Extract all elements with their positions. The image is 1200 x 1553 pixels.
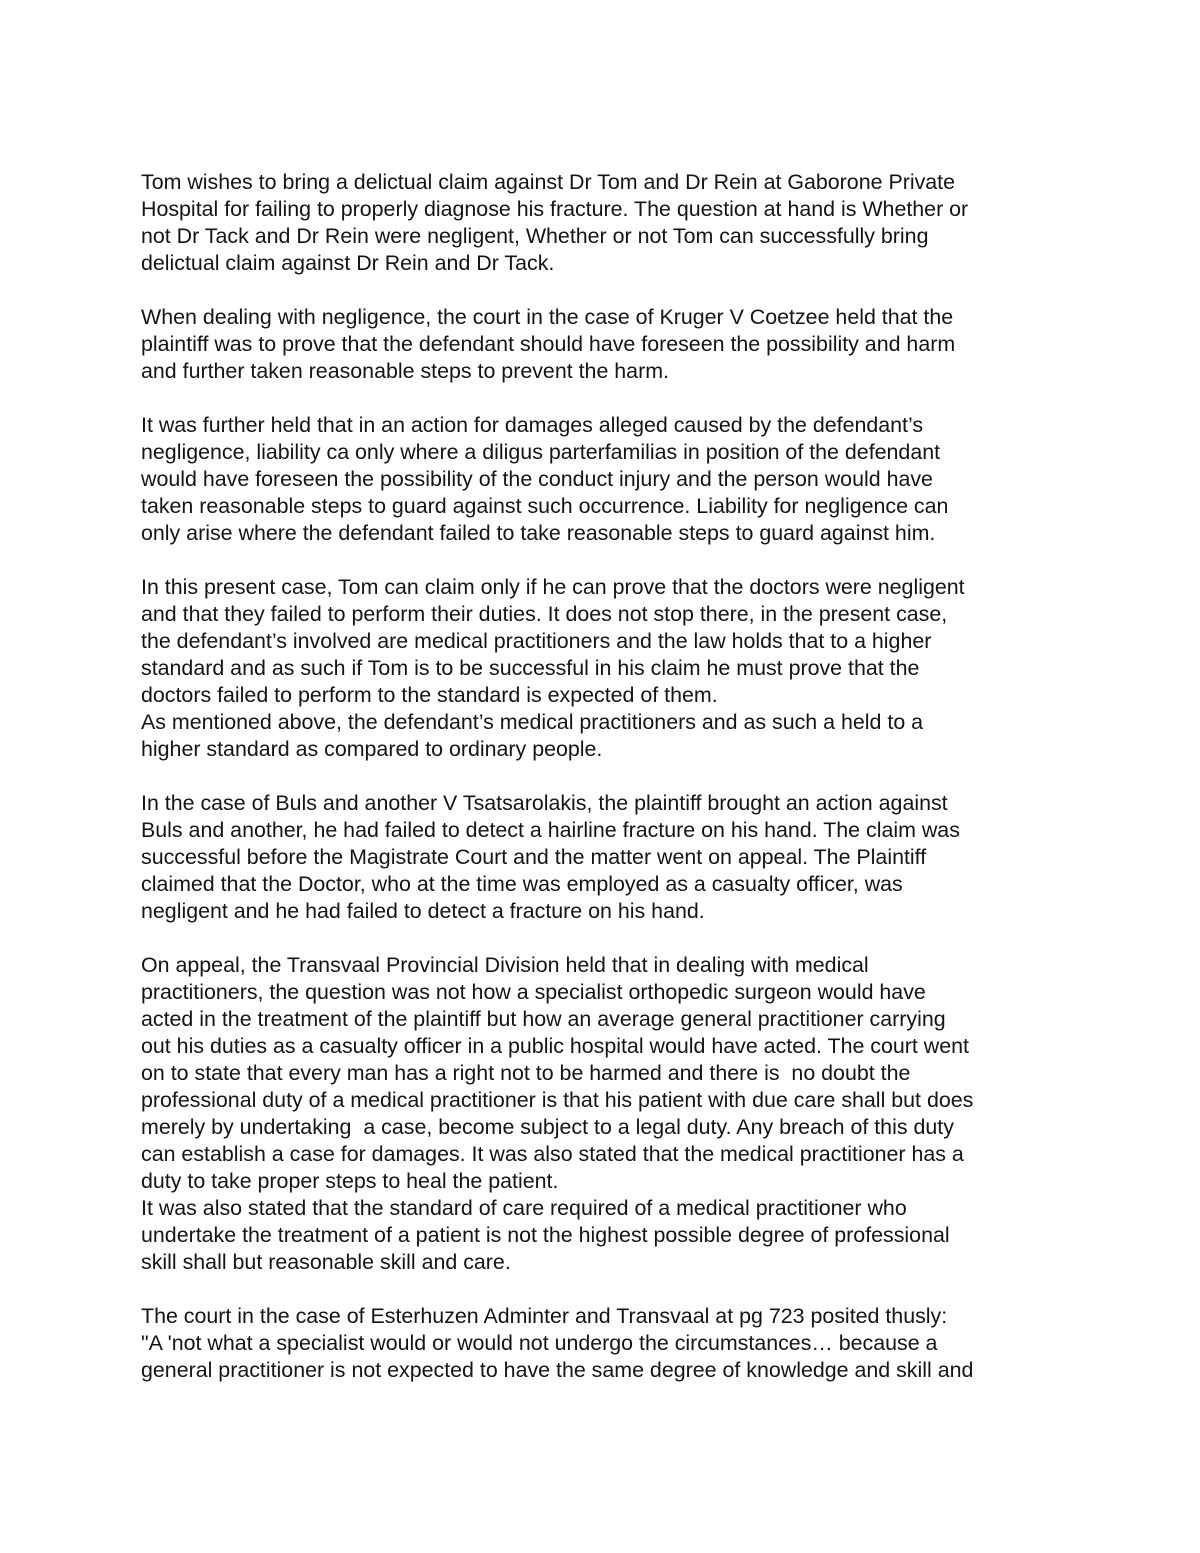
text-line: taken reasonable steps to guard against such occurrence. Liability for negligence can bbox=[141, 494, 949, 518]
text-line: merely by undertaking a case, become subject to a legal duty. Any breach of this duty bbox=[141, 1115, 954, 1139]
text-line: can establish a case for damages. It was also stated that the medical practitioner has a bbox=[141, 1142, 964, 1166]
text-line: "A 'not what a specialist would or would not undergo the circumstances… because a bbox=[141, 1331, 938, 1355]
text-line: In this present case, Tom can claim only if he can prove that the doctors were negligent bbox=[141, 575, 965, 599]
paragraph-1 bbox=[141, 169, 1066, 277]
text-line: The court in the case of Esterhuzen Adminter and Transvaal at pg 723 posited thusly: bbox=[141, 1304, 948, 1328]
text-line: and further taken reasonable steps to prevent the harm. bbox=[141, 359, 669, 383]
text-line: higher standard as compared to ordinary people. bbox=[141, 737, 603, 761]
text-line: acted in the treatment of the plaintiff but how an average general practitioner carrying bbox=[141, 1007, 946, 1031]
text-line: Hospital for failing to properly diagnose his fracture. The question at hand is Whether or bbox=[141, 197, 969, 221]
paragraph-3 bbox=[141, 412, 1066, 547]
paragraph-7 bbox=[141, 1303, 1066, 1384]
text-line: Buls and another, he had failed to detect a hairline fracture on his hand. The claim was bbox=[141, 818, 960, 842]
text-line: doctors failed to perform to the standard is expected of them. bbox=[141, 683, 718, 707]
text-line: negligence, liability ca only where a diligus parterfamilias in position of the defendant bbox=[141, 440, 941, 464]
text-line: undertake the treatment of a patient is not the highest possible degree of professional bbox=[141, 1223, 950, 1247]
document-body bbox=[141, 169, 1066, 1384]
text-line: not Dr Tack and Dr Rein were negligent, Whether or not Tom can successfully bring bbox=[141, 224, 929, 248]
text-line: skill shall but reasonable skill and care. bbox=[141, 1250, 511, 1274]
text-line: As mentioned above, the defendant’s medical practitioners and as such a held to a bbox=[141, 710, 924, 734]
text-line: successful before the Magistrate Court and the matter went on appeal. The Plaintiff bbox=[141, 845, 927, 869]
text-line: standard and as such if Tom is to be successful in his claim he must prove that the bbox=[141, 656, 920, 680]
text-line: claimed that the Doctor, who at the time was employed as a casualty officer, was bbox=[141, 872, 903, 896]
paragraph-spacer bbox=[141, 547, 1066, 574]
text-line: general practitioner is not expected to have the same degree of knowledge and skill and bbox=[141, 1358, 974, 1382]
paragraph-spacer bbox=[141, 925, 1066, 952]
text-line: plaintiff was to prove that the defendant should have foreseen the possibility and harm bbox=[141, 332, 956, 356]
text-line: the defendant’s involved are medical practitioners and the law holds that to a higher bbox=[141, 629, 932, 653]
text-line: negligent and he had failed to detect a fracture on his hand. bbox=[141, 899, 705, 923]
paragraph-2 bbox=[141, 304, 1066, 385]
text-line: In the case of Buls and another V Tsatsarolakis, the plaintiff brought an action against bbox=[141, 791, 948, 815]
paragraph-spacer bbox=[141, 763, 1066, 790]
text-line: and that they failed to perform their duties. It does not stop there, in the present case, bbox=[141, 602, 948, 626]
text-line: On appeal, the Transvaal Provincial Division held that in dealing with medical bbox=[141, 953, 869, 977]
paragraph-4 bbox=[141, 574, 1066, 763]
text-line: duty to take proper steps to heal the patient. bbox=[141, 1169, 559, 1193]
text-line: When dealing with negligence, the court in the case of Kruger V Coetzee held that the bbox=[141, 305, 954, 329]
text-line: Tom wishes to bring a delictual claim against Dr Tom and Dr Rein at Gaborone Private bbox=[141, 170, 956, 194]
text-line: practitioners, the question was not how a specialist orthopedic surgeon would have bbox=[141, 980, 926, 1004]
paragraph-spacer bbox=[141, 385, 1066, 412]
text-line: delictual claim against Dr Rein and Dr Tack. bbox=[141, 251, 555, 275]
paragraph-6 bbox=[141, 952, 1066, 1276]
text-line: out his duties as a casualty officer in a public hospital would have acted. The court went bbox=[141, 1034, 969, 1058]
text-line: only arise where the defendant failed to take reasonable steps to guard against him. bbox=[141, 521, 936, 545]
paragraph-spacer bbox=[141, 277, 1066, 304]
text-line: professional duty of a medical practitioner is that his patient with due care shall but does bbox=[141, 1088, 974, 1112]
text-line: It was further held that in an action for damages alleged caused by the defendant’s bbox=[141, 413, 924, 437]
paragraph-spacer bbox=[141, 1276, 1066, 1303]
text-line: on to state that every man has a right not to be harmed and there is no doubt the bbox=[141, 1061, 911, 1085]
text-line: would have foreseen the possibility of the conduct injury and the person would have bbox=[141, 467, 933, 491]
paragraph-5 bbox=[141, 790, 1066, 925]
text-line: It was also stated that the standard of care required of a medical practitioner who bbox=[141, 1196, 907, 1220]
